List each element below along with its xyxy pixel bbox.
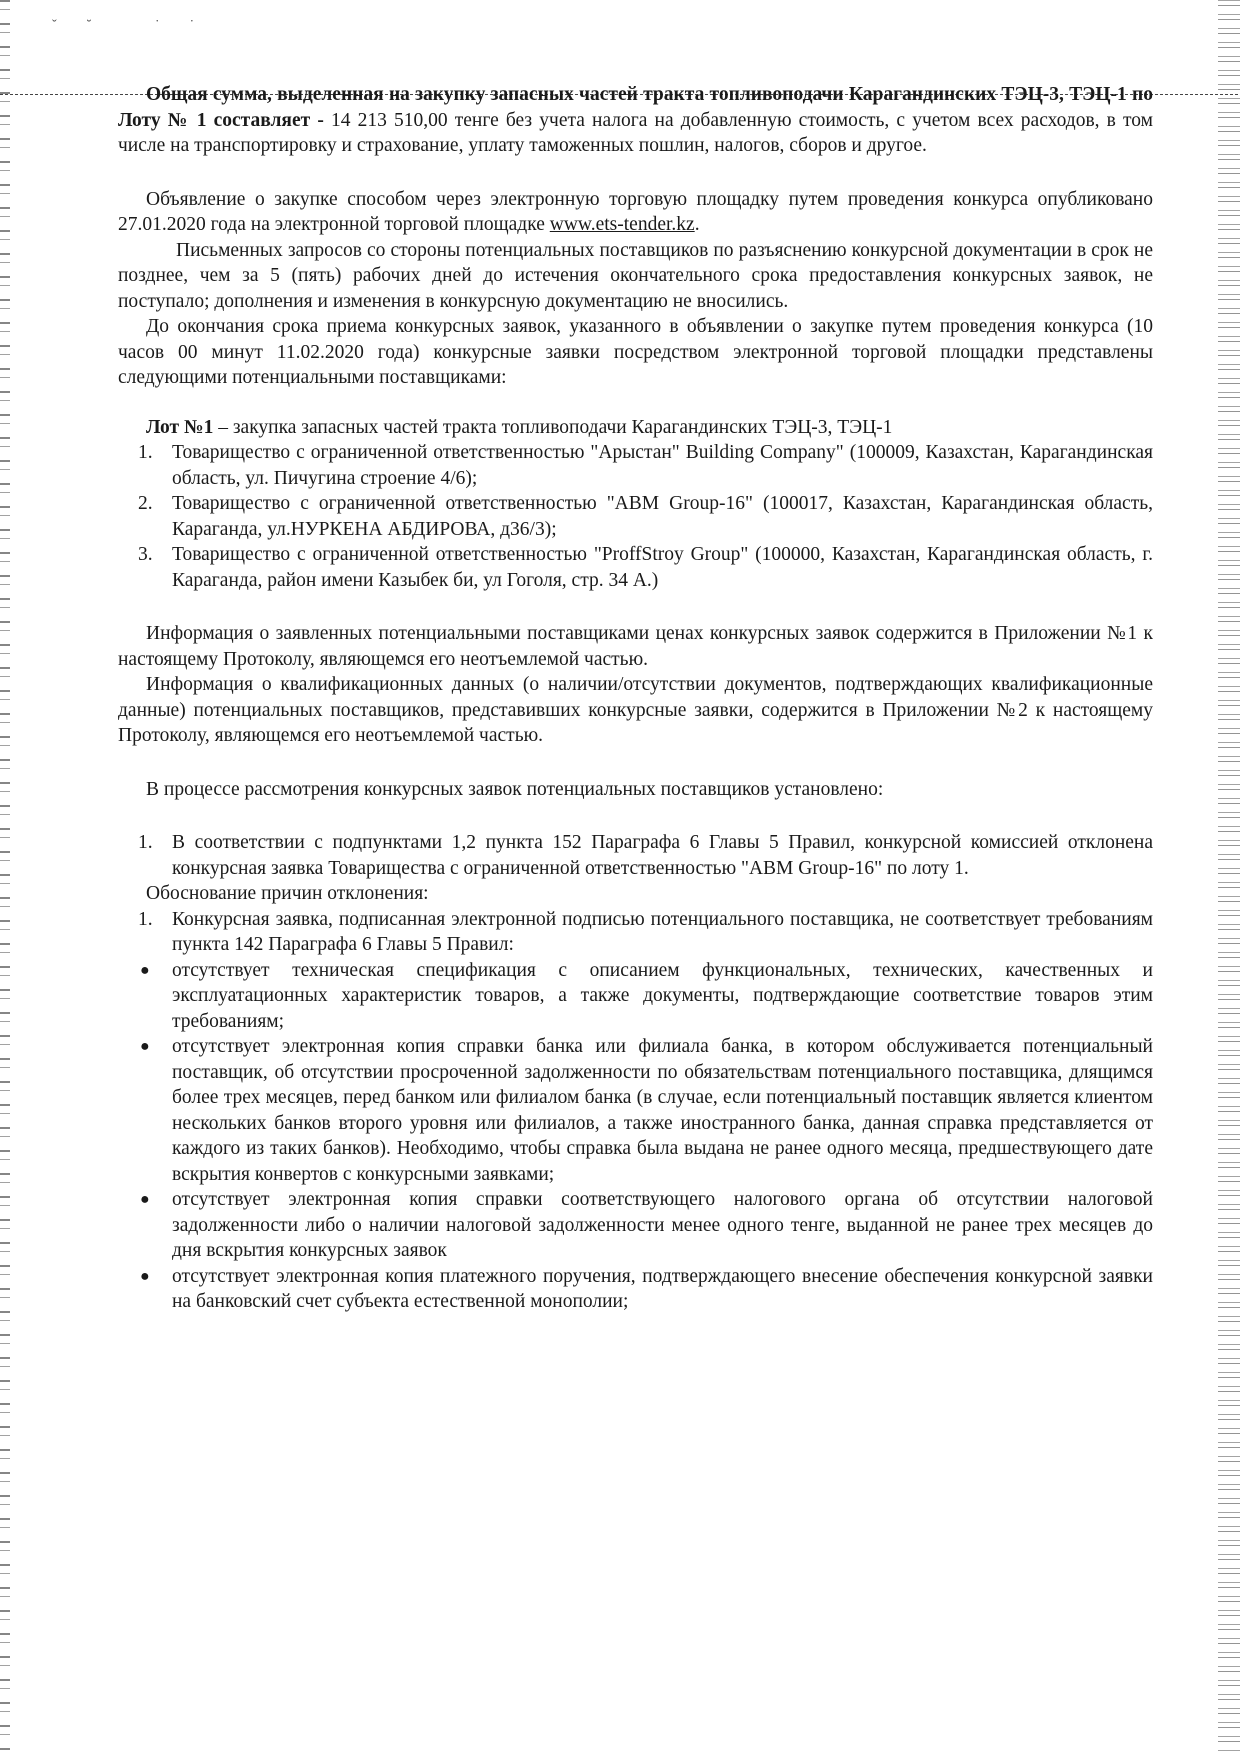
supplier-item: 2. Товарищество с ограниченной ответственностью "ABM Group-16" (100017, Казахстан, Карагандинская область, Караганда, ул.НУРКЕНА АБДИРОВА, д36/3);: [138, 493, 1153, 540]
supplier-list: [118, 440, 1153, 593]
total-amount-rest: 14 213 510,00 тенге без учета налога на добавленную стоимость, с учетом всех расходов, в том числе на транспортировку и страхование, уплату таможенных пошлин, налогов, сборов и другое.: [118, 109, 1153, 156]
qualification-info-paragraph: Информация о квалификационных данных (о наличии/отсутствии документов, подтверждающих квалификационные данные) потенциальных поставщиков, представивших конкурсные заявки, содержится в Приложении №2 к настоящему Протоколу, являющемся его неотъемлемой частью.: [118, 674, 1153, 746]
written-requests-paragraph: Письменных запросов со стороны потенциальных поставщиков по разъяснению конкурсной документации в срок не позднее, чем за 5 (пять) рабочих дней до истечения окончательного срока предоставления конкурсных заявок, не поступало; дополнения и изменения в конкурсную документацию не вносились.: [118, 239, 1153, 312]
missing-documents-list: [118, 958, 1153, 1315]
missing-document-item: ● отсутствует техническая спецификация с описанием функциональных, технических, качественных и эксплуатационных характеристик товаров, а также документы, подтверждающие соответствие товаров этим требованиям;: [140, 959, 1153, 1032]
scan-edge-right: [1218, 0, 1240, 1754]
price-info-paragraph: Информация о заявленных потенциальными поставщиками ценах конкурсных заявок содержится в Приложении №1 к настоящему Протоколу, являющемся его неотъемлемой частью.: [118, 623, 1153, 670]
supplier-item: 1. Товарищество с ограниченной ответственностью "Арыстан" Building Company" (100009, Казахстан, Карагандинская область, ул. Пичугина строение 4/6);: [138, 442, 1153, 489]
document-page: [118, 82, 1153, 1315]
announcement-paragraph: Объявление о закупке способом через электронную торговую площадку путем проведения конкурса опубликовано 27.01.2020 года на электронной торговой площадке www.ets-tender.kz.: [118, 188, 1153, 235]
missing-document-item: ● отсутствует электронная копия справки соответствующего налогового органа об отсутствии налоговой задолженности либо о наличии налоговой задолженности менее одного тенге, выданной не ранее трех месяцев до дня вскрытия конкурсных заявок: [140, 1189, 1153, 1261]
lot-label: Лот №1: [146, 416, 214, 438]
lot-title: [118, 415, 1153, 441]
bullet-icon: ●: [140, 961, 150, 979]
review-findings-intro: В процессе рассмотрения конкурсных заявок потенциальных поставщиков установлено:: [146, 778, 884, 800]
finding-item: 1. В соответствии с подпунктами 1,2 пункта 152 Параграфа 6 Главы 5 Правил, конкурсной комиссией отклонена конкурсная заявка Товарищества с ограниченной ответственностью "ABM Group-16" по лоту 1.: [138, 832, 1153, 879]
total-amount-bold: Общая сумма, выделенная на закупку запасных частей тракта топливоподачи Карагандинских ТЭЦ-3, ТЭЦ-1 по Лоту № 1 составляет -: [118, 84, 1153, 131]
missing-document-item: ● отсутствует электронная копия справки банка или филиала банка, в котором обслуживается потенциальный поставщик, об отсутствии просроченной задолженности по обязательствам потенциального поставщика, длящимся более трех месяцев, перед банком или филиалом банка (в случае, если потенциальный поставщик является клиентом нескольких банков второго уровня или филиалов, а также иностранного банка, данная справка представляется от каждого из таких банков). Необходимо, чтобы справка была выдана не ранее одного месяца, предшествующего дате вскрытия конвертов с конкурсными заявками;: [140, 1036, 1153, 1185]
scan-corner-marks: ˇ˘ ˙˙: [52, 18, 225, 33]
rejection-reason-heading: Обоснование причин отклонения:: [146, 883, 429, 904]
ets-tender-link[interactable]: www.ets-tender.kz: [549, 214, 695, 235]
scan-edge-left: [0, 0, 10, 1754]
submission-deadline-paragraph: До окончания срока приема конкурсных заявок, указанного в объявлении о закупке путем проведения конкурса (10 часов 00 минут 11.02.2020 года) конкурсные заявки посредством электронной торговой площадки представлены следующими потенциальными поставщиками:: [118, 316, 1153, 388]
reason-list: [118, 907, 1153, 958]
findings-list: [118, 830, 1153, 881]
bullet-icon: ●: [140, 1038, 150, 1055]
total-amount-paragraph: [118, 82, 1153, 159]
lot-description: – закупка запасных частей тракта топливоподачи Карагандинских ТЭЦ-3, ТЭЦ-1: [213, 416, 893, 438]
missing-document-item: ● отсутствует электронная копия платежного поручения, подтверждающего внесение обеспечения конкурсной заявки на банковский счет субъекта естественной монополии;: [140, 1265, 1153, 1312]
bullet-icon: ●: [140, 1267, 150, 1285]
bullet-icon: ●: [140, 1191, 150, 1208]
reason-item: 1. Конкурсная заявка, подписанная электронной подписью потенциального поставщика, не соответствует требованиям пункта 142 Параграфа 6 Главы 5 Правил:: [138, 908, 1153, 955]
supplier-item: 3. Товарищество с ограниченной ответственностью "ProffStroy Group" (100000, Казахстан, Карагандинская область, г. Караганда, район имени Казыбек би, ул Гоголя, стр. 34 А.): [138, 544, 1153, 591]
